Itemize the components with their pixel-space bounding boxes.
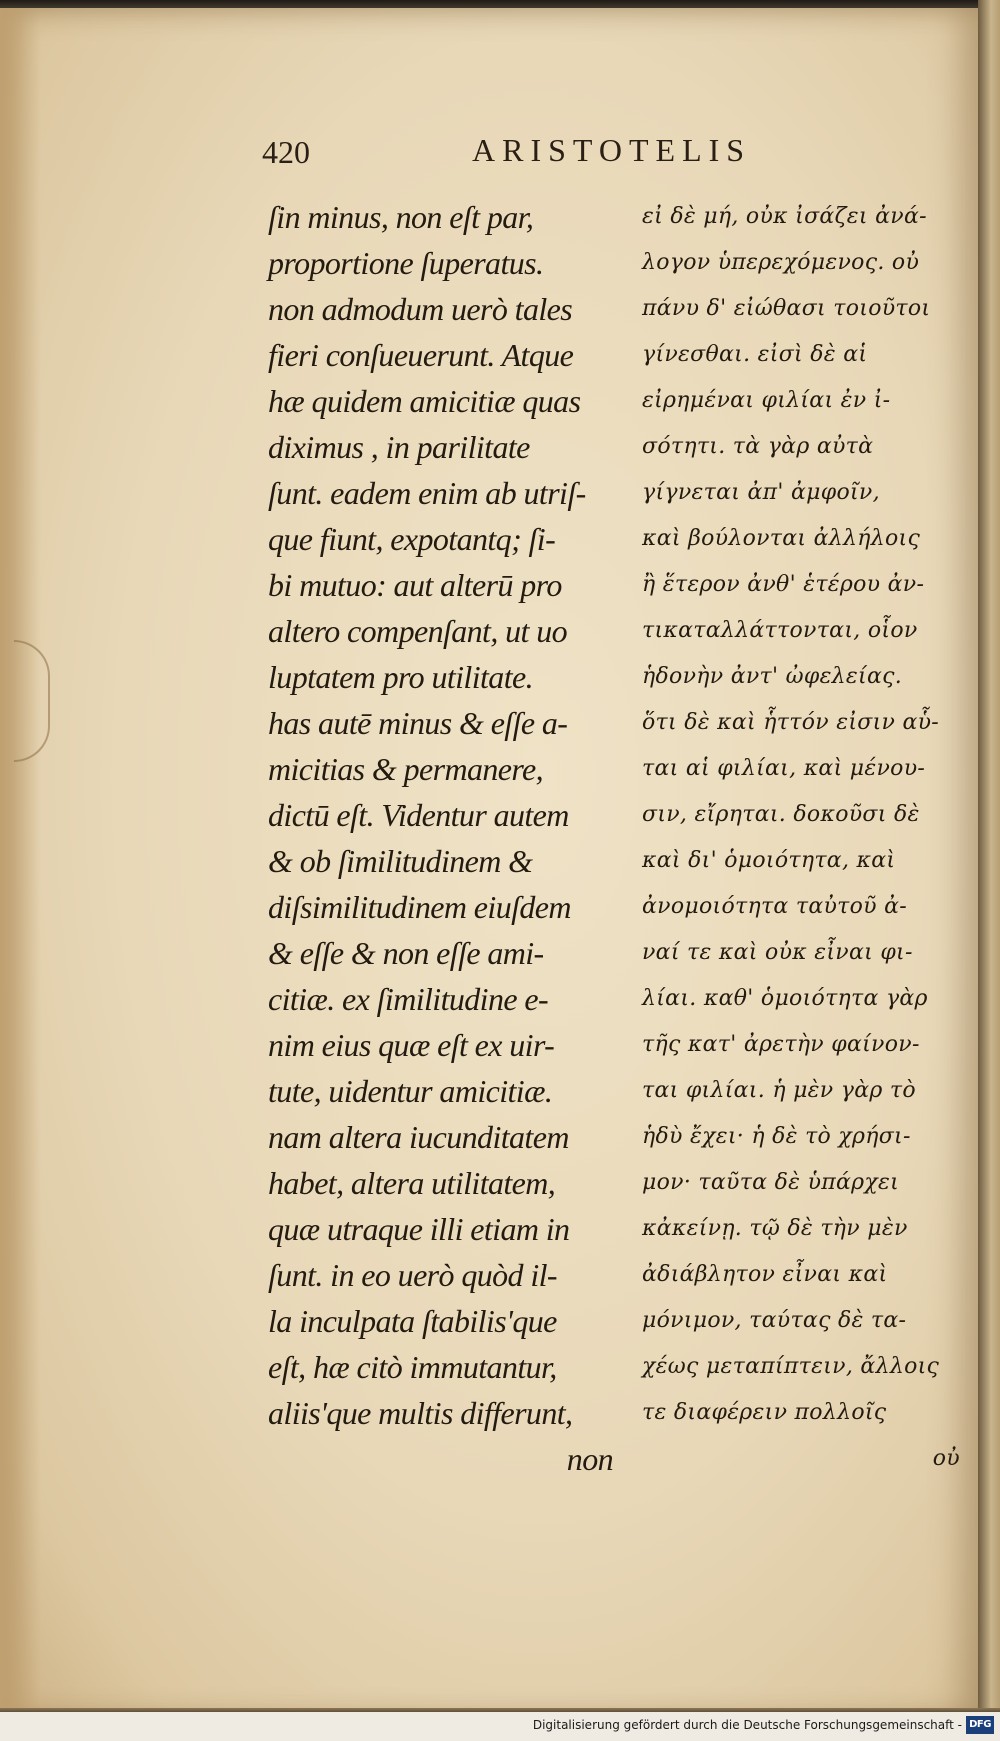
latin-text-line: has autē minus & eſſe a- [268, 705, 568, 741]
greek-text-line: λογον ὑπερεχόμενος. οὐ [642, 250, 920, 275]
book-page [0, 8, 978, 1720]
catchword: non [566, 1441, 613, 1477]
greek-text-line: λίαι. καθ' ὁμοιότητα γὰρ [642, 986, 928, 1011]
latin-text-line: eſt, hæ citò immutantur, [268, 1349, 557, 1385]
greek-text-line: ὅτι δὲ καὶ ἧττόν εἰσιν αὗ- [642, 710, 940, 735]
page-number: 420 [262, 134, 310, 170]
greek-text-line: τῆς κατ' ἀρετὴν φαίνον- [642, 1032, 920, 1057]
latin-text-line: citiæ. ex ſimilitudine e- [268, 981, 549, 1017]
greek-text-line: μον· ταῦτα δὲ ὑπάρχει [642, 1170, 900, 1195]
latin-text-line: diximus , in parilitate [268, 429, 530, 465]
greek-text-line: κἀκείνῃ. τῷ δὲ τὴν μὲν [642, 1216, 908, 1241]
greek-text-line: ται αἱ φιλίαι, καὶ μένου- [642, 756, 926, 781]
greek-text-line: πάνυ δ' εἰώθασι τοιοῦτοι [642, 296, 931, 321]
latin-text-line: ſunt. in eo uerò quòd il- [268, 1257, 557, 1293]
latin-text-line: & eſſe & non eſſe ami- [268, 935, 544, 971]
latin-text-line: hæ quidem amicitiæ quas [268, 383, 581, 419]
greek-text-line: εἰ δὲ μή, οὐκ ἰσάζει ἀνά- [642, 204, 927, 229]
greek-text-line: ἡδονὴν ἀντ' ὠφελείας. [642, 664, 903, 689]
latin-text-line: dictū eſt. Videntur autem [268, 797, 569, 833]
latin-column [268, 194, 613, 1482]
greek-text-line: μόνιμον, ταύτας δὲ τα- [642, 1308, 907, 1333]
catchword: οὐ [932, 1446, 960, 1471]
latin-text-line: nam altera iucunditatem [268, 1119, 569, 1155]
greek-text-line: ἀδιάβλητον εἶναι καὶ [642, 1262, 888, 1287]
latin-text-line: non admodum uerò tales [268, 291, 573, 327]
latin-text-line: ſunt. eadem enim ab utriſ- [268, 475, 586, 511]
greek-text-line: ἢ ἕτερον ἀνθ' ἑτέρου ἀν- [642, 572, 925, 597]
running-title: ARISTOTELIS [472, 132, 752, 168]
latin-text-line: que fiunt, expotantq; ſi- [268, 521, 556, 557]
latin-text-line: aliis'que multis differunt, [268, 1395, 573, 1431]
greek-text-line: γίνεσθαι. εἰσὶ δὲ αἱ [642, 342, 868, 367]
latin-text-line: habet, altera utilitatem, [268, 1165, 556, 1201]
greek-text-line: σιν, εἴρηται. δοκοῦσι δὲ [642, 802, 920, 827]
greek-text-line: σότητι. τὰ γὰρ αὐτὰ [642, 434, 874, 459]
latin-text-line: diſsimilitudinem eiuſdem [268, 889, 571, 925]
facing-page-edge [978, 0, 1000, 1720]
greek-text-line: τικαταλλάττονται, οἷον [642, 618, 918, 643]
greek-text-line: τε διαφέρειν πολλοῖς [642, 1400, 887, 1425]
latin-text-line: luptatem pro utilitate. [268, 659, 533, 695]
clasp-impression [14, 640, 50, 762]
greek-text-line: ται φιλίαι. ἡ μὲν γὰρ τὸ [642, 1078, 916, 1103]
latin-text-line: tute, uidentur amicitiæ. [268, 1073, 553, 1109]
greek-text-line: χέως μεταπίπτειν, ἄλλοις [642, 1354, 940, 1379]
latin-text-line: proportione ſuperatus. [268, 245, 544, 281]
latin-text-line: la inculpata ſtabilis'que [268, 1303, 557, 1339]
greek-text-line: καὶ βούλονται ἀλλήλοις [642, 526, 921, 551]
page-gutter-shadow [0, 8, 40, 1720]
greek-text-line: ἡδὺ ἔχει· ἡ δὲ τὸ χρήσι- [642, 1124, 911, 1149]
digitization-credit: Digitalisierung gefördert durch die Deutsche Forschungsgemeinschaft - [532, 1718, 962, 1732]
greek-text-line: ναί τε καὶ οὐκ εἶναι φι- [642, 940, 913, 965]
latin-text-line: bi mutuo: aut alterū pro [268, 567, 562, 603]
latin-text-line: quæ utraque illi etiam in [268, 1211, 570, 1247]
greek-column [642, 194, 960, 1482]
greek-text-line: ἀνομοιότητα ταὐτοῦ ἀ- [642, 894, 908, 919]
latin-text-line: altero compenſant, ut uo [268, 613, 568, 649]
latin-text-line: fieri conſueuerunt. Atque [268, 337, 574, 373]
greek-text-line: καὶ δι' ὁμοιότητα, καὶ [642, 848, 896, 873]
latin-text-line: ſin minus, non eſt par, [268, 199, 534, 235]
latin-text-line: micitias & permanere, [268, 751, 544, 787]
latin-text-line: nim eius quæ eſt ex uir- [268, 1027, 555, 1063]
dfg-logo: DFG [966, 1716, 994, 1734]
greek-text-line: εἰρημέναι φιλίαι ἐν ἰ- [642, 388, 891, 413]
greek-text-line: γίγνεται ἀπ' ἀμφοῖν, [642, 480, 880, 505]
latin-text-line: & ob ſimilitudinem & [268, 843, 533, 879]
